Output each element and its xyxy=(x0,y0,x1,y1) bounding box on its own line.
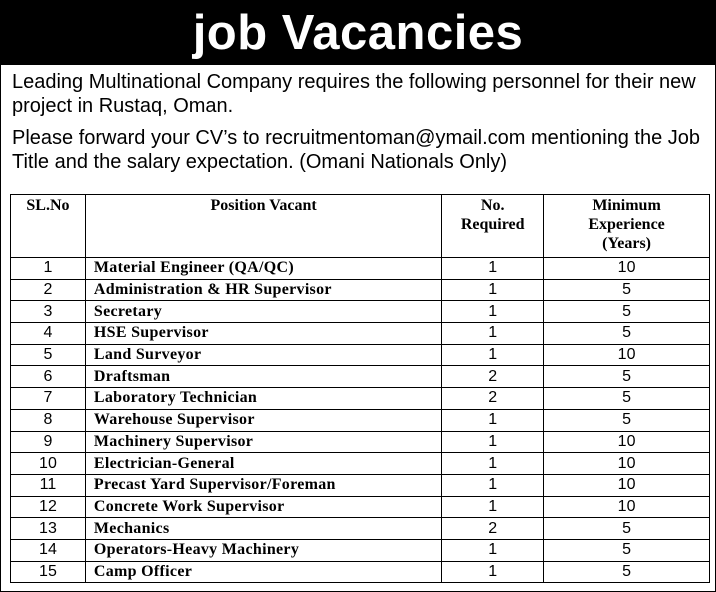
cell-no-required: 1 xyxy=(442,301,544,323)
intro-text xyxy=(1,65,715,174)
cell-position: Draftsman xyxy=(85,366,441,388)
cell-min-experience: 5 xyxy=(544,323,710,345)
cell-min-experience: 5 xyxy=(544,301,710,323)
cell-position: Precast Yard Supervisor/Foreman xyxy=(85,474,441,496)
cell-min-experience: 10 xyxy=(544,431,710,453)
cell-no-required: 1 xyxy=(442,323,544,345)
cell-sl-no: 11 xyxy=(11,474,86,496)
table-row xyxy=(11,409,710,431)
cell-no-required: 1 xyxy=(442,431,544,453)
cell-min-experience: 10 xyxy=(544,344,710,366)
cell-no-required: 1 xyxy=(442,344,544,366)
cell-position: Concrete Work Supervisor xyxy=(85,496,441,518)
intro-paragraph-company: Leading Multinational Company requires the following personnel for their new project in Rustaq, Oman. xyxy=(12,71,696,117)
cell-sl-no: 3 xyxy=(11,301,86,323)
cell-no-required: 1 xyxy=(442,474,544,496)
cell-position: Material Engineer (QA/QC) xyxy=(85,258,441,280)
cell-sl-no: 4 xyxy=(11,323,86,345)
table-body xyxy=(11,258,710,583)
cell-sl-no: 8 xyxy=(11,409,86,431)
table-row xyxy=(11,539,710,561)
table-row xyxy=(11,561,710,583)
header-position-vacant: Position Vacant xyxy=(85,195,441,258)
table-header-row xyxy=(11,195,710,258)
table-row xyxy=(11,344,710,366)
cell-no-required: 1 xyxy=(442,539,544,561)
cell-min-experience: 5 xyxy=(544,539,710,561)
cell-position: Electrician-General xyxy=(85,453,441,475)
cell-position: Warehouse Supervisor xyxy=(85,409,441,431)
cell-min-experience: 5 xyxy=(544,366,710,388)
cell-min-experience: 5 xyxy=(544,561,710,583)
cell-sl-no: 10 xyxy=(11,453,86,475)
cell-sl-no: 13 xyxy=(11,518,86,540)
cell-min-experience: 10 xyxy=(544,453,710,475)
cell-min-experience: 5 xyxy=(544,409,710,431)
cell-position: Administration & HR Supervisor xyxy=(85,279,441,301)
cell-no-required: 1 xyxy=(442,279,544,301)
cell-sl-no: 1 xyxy=(11,258,86,280)
cell-no-required: 1 xyxy=(442,409,544,431)
cell-position: HSE Supervisor xyxy=(85,323,441,345)
cell-position: Mechanics xyxy=(85,518,441,540)
intro-paragraph-apply: Please forward your CV’s to recruitmentoman@ymail.com mentioning the Job Title and the salary expectation. (Omani Nationals Only) xyxy=(12,127,701,173)
cell-no-required: 1 xyxy=(442,561,544,583)
cell-no-required: 2 xyxy=(442,388,544,410)
cell-sl-no: 5 xyxy=(11,344,86,366)
cell-sl-no: 2 xyxy=(11,279,86,301)
cell-position: Operators-Heavy Machinery xyxy=(85,539,441,561)
table-row xyxy=(11,323,710,345)
table-row xyxy=(11,258,710,280)
cell-position: Camp Officer xyxy=(85,561,441,583)
cell-sl-no: 6 xyxy=(11,366,86,388)
table-row xyxy=(11,301,710,323)
vacancies-table xyxy=(10,194,710,583)
header-min-experience-label: Minimum Experience (Years) xyxy=(588,197,665,252)
header-min-experience xyxy=(544,195,710,258)
cell-min-experience: 10 xyxy=(544,258,710,280)
cell-no-required: 2 xyxy=(442,366,544,388)
cell-position: Laboratory Technician xyxy=(85,388,441,410)
cell-sl-no: 14 xyxy=(11,539,86,561)
cell-sl-no: 9 xyxy=(11,431,86,453)
table-row xyxy=(11,453,710,475)
table-row xyxy=(11,496,710,518)
cell-min-experience: 5 xyxy=(544,279,710,301)
cell-sl-no: 7 xyxy=(11,388,86,410)
page-title: job Vacancies xyxy=(1,1,715,65)
table-row xyxy=(11,366,710,388)
header-sl-no: SL.No xyxy=(11,195,86,258)
cell-min-experience: 10 xyxy=(544,474,710,496)
cell-no-required: 2 xyxy=(442,518,544,540)
cell-sl-no: 12 xyxy=(11,496,86,518)
table-row xyxy=(11,431,710,453)
header-no-required xyxy=(442,195,544,258)
cell-min-experience: 5 xyxy=(544,518,710,540)
table-row xyxy=(11,518,710,540)
table-row xyxy=(11,388,710,410)
table-row xyxy=(11,279,710,301)
cell-min-experience: 10 xyxy=(544,496,710,518)
table-row xyxy=(11,474,710,496)
cell-position: Secretary xyxy=(85,301,441,323)
cell-min-experience: 5 xyxy=(544,388,710,410)
cell-sl-no: 15 xyxy=(11,561,86,583)
cell-position: Land Surveyor xyxy=(85,344,441,366)
cell-no-required: 1 xyxy=(442,453,544,475)
cell-no-required: 1 xyxy=(442,496,544,518)
header-no-required-label: No. Required xyxy=(460,197,525,233)
cell-no-required: 1 xyxy=(442,258,544,280)
cell-position: Machinery Supervisor xyxy=(85,431,441,453)
